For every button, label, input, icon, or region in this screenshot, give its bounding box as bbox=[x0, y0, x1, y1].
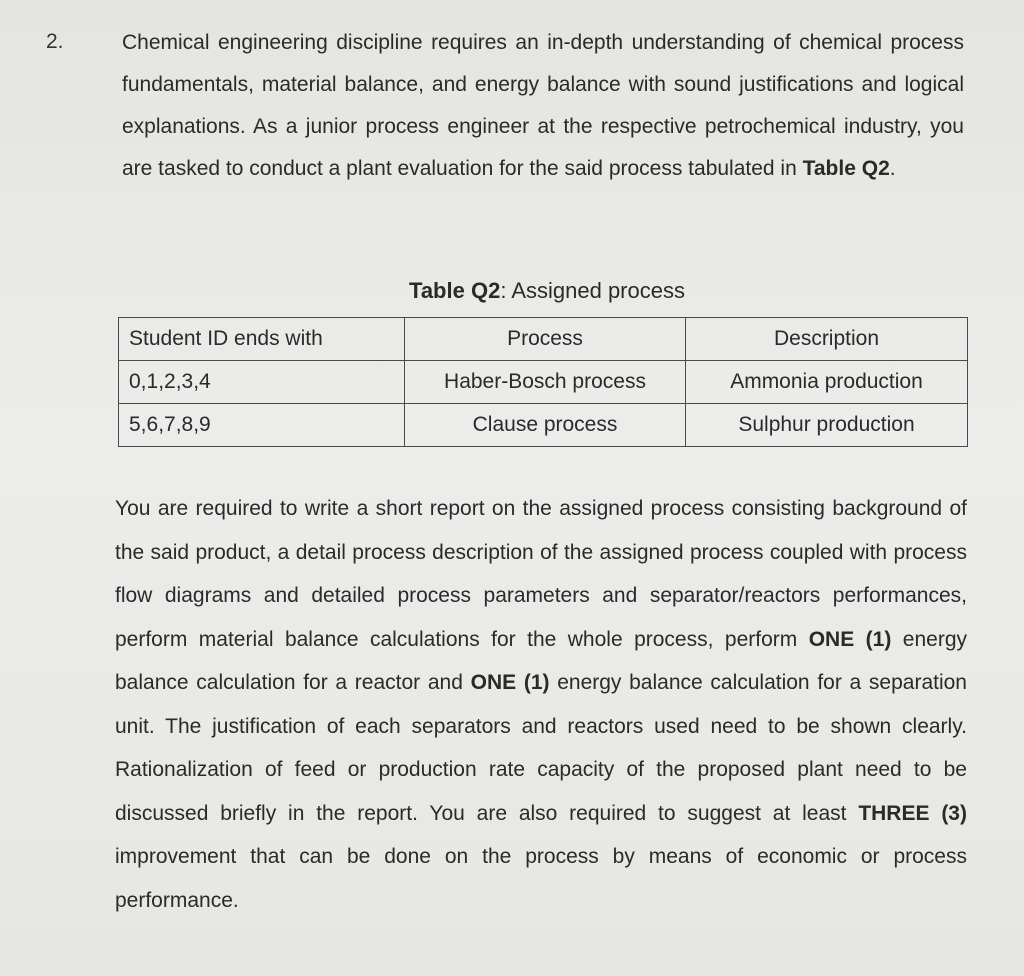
header-process: Process bbox=[405, 318, 686, 361]
cell-process: Haber-Bosch process bbox=[405, 361, 686, 404]
report-text-4: improvement that can be done on the process by means of economic or process performance. bbox=[115, 845, 967, 912]
report-text-3: energy balance calculation for a separation unit. The justification of each separators and reactors used need to be shown clearly. Rationalization of feed or production rate capacity of the proposed plant need to be discussed briefly in the report. You are also required to suggest at least bbox=[115, 671, 967, 825]
report-bold-1: ONE (1) bbox=[808, 627, 892, 651]
table-caption-label: Table Q2 bbox=[409, 278, 501, 303]
intro-table-ref: Table Q2 bbox=[802, 157, 890, 180]
cell-student-id: 0,1,2,3,4 bbox=[119, 361, 405, 404]
report-paragraph bbox=[115, 487, 967, 922]
cell-description: Sulphur production bbox=[686, 404, 968, 447]
cell-process: Clause process bbox=[405, 404, 686, 447]
table-row bbox=[119, 361, 968, 404]
question-number: 2. bbox=[46, 30, 64, 53]
report-text-2: energy balance calculation for a reactor and bbox=[115, 627, 968, 694]
assigned-process-table bbox=[118, 317, 968, 447]
report-bold-3: THREE (3) bbox=[858, 801, 967, 825]
intro-text: Chemical engineering discipline requires an in-depth understanding of chemical process fundamentals, material balance, and energy balance with sound justifications and logical explanations. As a junior process engineer at the respective petrochemical industry, you are tasked to conduct a plant evaluation for the said process tabulated in bbox=[122, 31, 964, 180]
table-caption bbox=[0, 278, 1024, 304]
intro-paragraph bbox=[122, 22, 964, 190]
table-row bbox=[119, 404, 968, 447]
report-bold-2: ONE (1) bbox=[470, 671, 550, 694]
table-caption-text: : Assigned process bbox=[500, 278, 685, 303]
header-student-id: Student ID ends with bbox=[119, 318, 405, 361]
cell-student-id: 5,6,7,8,9 bbox=[119, 404, 405, 447]
table-header-row bbox=[119, 318, 968, 361]
intro-end: . bbox=[889, 157, 896, 180]
header-description: Description bbox=[686, 318, 968, 361]
report-text-1: You are required to write a short report on the assigned process consisting background of the said product, a detail process description of the assigned process coupled with process flow diagrams and detailed process parameters and separator/reactors performances, perform material balance calculations for the whole process, perform bbox=[115, 497, 967, 651]
cell-description: Ammonia production bbox=[686, 361, 968, 404]
